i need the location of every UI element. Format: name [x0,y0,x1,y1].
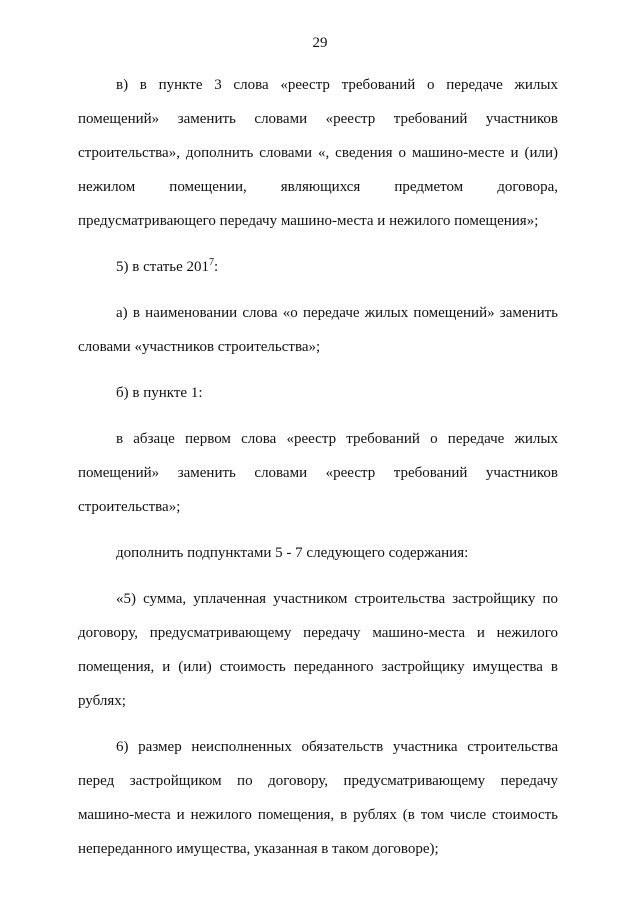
text-line: а) в наименовании слова «о передаче жилых помещений» заменить [116,305,558,321]
text-line: дополнить подпунктами 5 - 7 следующего содержания: [116,545,469,561]
text-line: помещений» заменить словами «реестр требований участников [78,465,558,481]
article-text: 5) в статье 201 [116,259,210,275]
text-line: рублях; [78,693,126,709]
text-line: строительства», дополнить словами «, сведения о машино-месте и (или) [78,145,558,161]
text-line: словами «участников строительства»; [78,339,321,355]
paragraph-subpoint-6 [78,730,558,866]
article-colon: : [214,259,219,275]
document-body [78,68,558,878]
page-number: 29 [312,35,328,51]
paragraph-a-title [78,296,558,364]
text-line: машино-места и нежилого помещения, в рублях (в том числе стоимость [78,807,558,823]
article-superscript: 7 [209,257,215,268]
text-line: договору, предусматривающему передачу машино-места и нежилого [78,625,558,641]
paragraph-v-point-3 [78,68,558,238]
text-line: перед застройщиком по договору, предусматривающему передачу [78,773,558,789]
paragraph-add-subpoints [78,536,558,570]
text-line: помещения, и (или) стоимость переданного застройщику имущества в [78,659,558,675]
text-line: б) в пункте 1: [116,385,203,401]
text-line: строительства»; [78,499,181,515]
text-line: нежилом помещении, являющихся предметом договора, [78,179,558,195]
text-line: 6) размер неисполненных обязательств участника строительства [116,739,558,755]
paragraph-article-201-7 [78,250,558,284]
paragraph-first-abzac [78,422,558,524]
paragraph-subpoint-5 [78,582,558,718]
text-line: непереданного имущества, указанная в таком договоре); [78,841,439,857]
paragraph-b-point-1 [78,376,558,410]
text-line: помещений» заменить словами «реестр требований участников [78,111,558,127]
text-line: «5) сумма, уплаченная участником строительства застройщику по [116,591,558,607]
text-line: в) в пункте 3 слова «реестр требований о передаче жилых [116,77,558,93]
text-line: в абзаце первом слова «реестр требований о передаче жилых [116,431,558,447]
text-line: предусматривающего передачу машино-места и нежилого помещения»; [78,213,539,229]
